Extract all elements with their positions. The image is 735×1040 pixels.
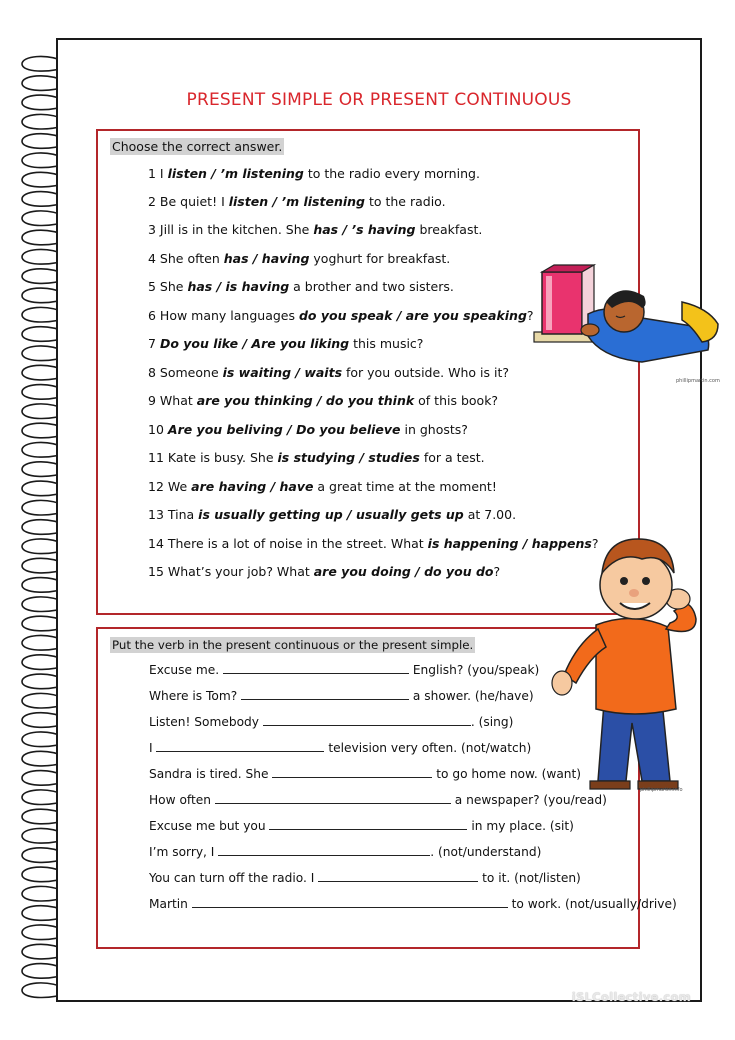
gap-fill-row: I’m sorry, I . (not/understand): [149, 845, 542, 859]
answer-blank[interactable]: [215, 792, 451, 804]
gap-fill-row: You can turn off the radio. I to it. (not/listen): [149, 871, 581, 885]
answer-blank[interactable]: [192, 896, 508, 908]
answer-choice[interactable]: is studying / studies: [277, 450, 420, 465]
answer-blank[interactable]: [223, 662, 409, 674]
answer-choice[interactable]: are having / have: [191, 479, 314, 494]
site-watermark: iSLCollective.com: [571, 990, 691, 1004]
answer-blank[interactable]: [318, 870, 478, 882]
exercise-2-instruction: Put the verb in the present continuous or the present simple.: [112, 638, 474, 652]
answer-choice[interactable]: has / having: [223, 251, 310, 266]
question-row: 15 What’s your job? What are you doing / do you do?: [148, 564, 501, 579]
answer-choice[interactable]: do you speak / are you speaking: [298, 308, 527, 323]
thinking-boy-illustration: [546, 533, 716, 793]
question-row: 11 Kate is busy. She is studying / studies for a test.: [148, 450, 485, 465]
question-row: 9 What are you thinking / do you think of this book?: [148, 393, 499, 408]
question-row: 4 She often has / having yoghurt for breakfast.: [148, 251, 451, 266]
answer-blank[interactable]: [272, 766, 432, 778]
answer-blank[interactable]: [263, 714, 471, 726]
exercise-1-instruction: Choose the correct answer.: [112, 139, 283, 154]
gap-fill-row: How often a newspaper? (you/read): [149, 793, 607, 807]
question-row: 8 Someone is waiting / waits for you outside. Who is it?: [148, 365, 509, 380]
answer-choice[interactable]: is waiting / waits: [222, 365, 343, 380]
question-row: 6 How many languages do you speak / are you speaking?: [148, 308, 534, 323]
question-row: 13 Tina is usually getting up / usually gets up at 7.00.: [148, 507, 517, 522]
gap-fill-row: Martin to work. (not/usually/drive): [149, 897, 677, 911]
gap-fill-row: Sandra is tired. She to go home now. (want): [149, 767, 582, 781]
answer-choice[interactable]: is happening / happens: [427, 536, 592, 551]
boy-image-credit: phillipmartin.info: [640, 787, 683, 793]
question-row: 3 Jill is in the kitchen. She has / ’s having breakfast.: [148, 222, 483, 237]
gap-fill-row: I television very often. (not/watch): [149, 741, 532, 755]
answer-choice[interactable]: is usually getting up / usually gets up: [198, 507, 464, 522]
answer-choice[interactable]: Do you like / Are you liking: [159, 336, 350, 351]
worksheet-title: PRESENT SIMPLE OR PRESENT CONTINUOUS: [186, 90, 572, 110]
gap-fill-row: Excuse me but you in my place. (sit): [149, 819, 574, 833]
answer-choice[interactable]: are you thinking / do you think: [196, 393, 415, 408]
question-row: 2 Be quiet! I listen / ’m listening to the radio.: [148, 194, 446, 209]
answer-choice[interactable]: has / is having: [187, 279, 290, 294]
gap-fill-row: Excuse me. English? (you/speak): [149, 663, 540, 677]
answer-blank[interactable]: [269, 818, 467, 830]
answer-blank[interactable]: [218, 844, 430, 856]
answer-blank[interactable]: [241, 688, 409, 700]
question-row: 10 Are you beliving / Do you believe in ghosts?: [148, 422, 468, 437]
question-row: 5 She has / is having a brother and two sisters.: [148, 279, 454, 294]
answer-choice[interactable]: listen / ’m listening: [228, 194, 365, 209]
question-row: 12 We are having / have a great time at the moment!: [148, 479, 497, 494]
answer-blank[interactable]: [156, 740, 324, 752]
answer-choice[interactable]: are you doing / do you do: [313, 564, 494, 579]
books-image-credit: phillipmartin.com: [676, 378, 720, 384]
sleeping-boy-books-illustration: [532, 262, 722, 387]
question-row: 7 Do you like / Are you liking this music?: [148, 336, 424, 351]
answer-choice[interactable]: Are you beliving / Do you believe: [167, 422, 401, 437]
gap-fill-row: Listen! Somebody . (sing): [149, 715, 514, 729]
gap-fill-row: Where is Tom? a shower. (he/have): [149, 689, 534, 703]
question-row: 1 I listen / ’m listening to the radio every morning.: [148, 166, 480, 181]
answer-choice[interactable]: listen / ’m listening: [167, 166, 304, 181]
question-row: 14 There is a lot of noise in the street. What is happening / happens?: [148, 536, 599, 551]
answer-choice[interactable]: has / ’s having: [313, 222, 416, 237]
